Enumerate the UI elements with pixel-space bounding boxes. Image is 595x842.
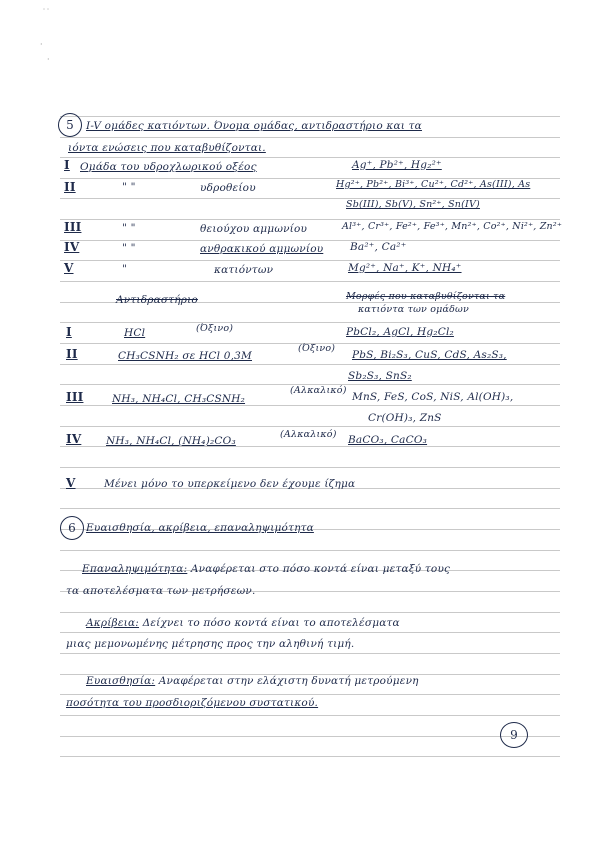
group-ions: Ag⁺, Pb²⁺, Hg₂²⁺	[352, 159, 442, 171]
reagent-roman: II	[66, 347, 78, 361]
ruled-line	[60, 550, 560, 551]
ruled-line	[60, 426, 560, 427]
ditto-mark: " "	[122, 242, 136, 254]
group-ions: Al³⁺, Cr³⁺, Fe²⁺, Fe³⁺, Mn²⁺, Co²⁺, Ni²⁺, Zn²⁺	[342, 221, 563, 232]
page-number: 9	[500, 722, 528, 748]
ruled-line	[60, 116, 560, 117]
ruled-line	[60, 612, 560, 613]
reagent-precipitates: PbCl₂, AgCl, Hg₂Cl₂	[346, 326, 454, 338]
reagent-roman: V	[66, 476, 76, 490]
reagent-precipitates: MnS, FeS, CoS, NiS, Al(OH)₃,	[352, 391, 514, 403]
sensitivity-line2: ποσότητα του προσδιοριζόμενου συστατικού.	[66, 697, 319, 709]
reagent-name: NH₃, NH₄Cl, (NH₄)₂CO₃	[106, 435, 236, 447]
accuracy-line2: μιας μεμονωμένης μέτρησης προς την αληθινή τιμή.	[66, 638, 355, 650]
ditto-mark: " "	[122, 222, 136, 234]
group-name: υδροθείου	[200, 182, 256, 194]
group-ions-cont: Sb(III), Sb(V), Sn²⁺, Sn(IV)	[346, 199, 480, 210]
repeatability-term: Επαναληψιμότητα:	[82, 563, 188, 575]
ruled-line	[60, 467, 560, 468]
reagent-name: NH₃, NH₄Cl, CH₃CSNH₂	[112, 393, 246, 405]
reagent-name: Μένει μόνο το υπερκείμενο δεν έχουμε ίζημα	[104, 478, 356, 490]
precip-header-line1: Μορφές που καταβυθίζονται τα	[346, 291, 506, 302]
group-roman: V	[64, 261, 74, 275]
ruled-line	[60, 715, 560, 716]
group-roman: III	[64, 220, 82, 234]
reagent-name: HCl	[124, 327, 146, 339]
accuracy-text: Δείχνει το πόσο κοντά είναι το αποτελέσματα	[142, 617, 400, 629]
group-name: Ομάδα του υδροχλωρικού οξέος	[80, 161, 257, 173]
question-5-number: 5	[58, 113, 82, 137]
reagent-medium: (Όξινο)	[298, 343, 336, 354]
ruled-line	[60, 632, 560, 633]
question-6-number: 6	[60, 516, 84, 540]
accuracy-line1	[86, 616, 400, 630]
q5-title-line1: I-V ομάδες κατιόντων. Όνομα ομάδας, αντιδραστήριο και τα	[86, 120, 422, 132]
q6-title: Ευαισθησία, ακρίβεια, επαναληψιμότητα	[86, 522, 314, 534]
reagent-roman: I	[66, 325, 72, 339]
repeatability-text: Αναφέρεται στο πόσο κοντά είναι μεταξύ τους	[190, 563, 451, 575]
repeatability-line1	[82, 562, 450, 576]
ruled-line	[60, 508, 560, 509]
reagent-roman: III	[66, 390, 84, 404]
group-ions: Hg²⁺, Pb²⁺, Bi³⁺, Cu²⁺, Cd²⁺, As(III), As	[336, 179, 531, 190]
ditto-mark: " "	[122, 181, 136, 193]
group-name: ανθρακικού αμμωνίου	[200, 243, 324, 255]
reagent-medium: (Αλκαλικό)	[280, 429, 337, 440]
reagent-precipitates: PbS, Bi₂S₃, CuS, CdS, As₂S₃,	[352, 349, 507, 361]
reagent-medium: (Αλκαλικό)	[290, 385, 347, 396]
accuracy-term: Ακρίβεια:	[86, 617, 140, 629]
ruled-line	[60, 198, 560, 199]
ruled-line	[60, 736, 560, 737]
reagent-header: Αντιδραστήριο	[116, 294, 198, 306]
group-name: κατιόντων	[214, 264, 274, 276]
sensitivity-line1	[86, 674, 419, 688]
group-roman: IV	[64, 240, 80, 254]
reagent-precipitates: BaCO₃, CaCO₃	[348, 434, 428, 446]
ruled-line	[60, 653, 560, 654]
ditto-mark: "	[122, 263, 128, 275]
scan-mark: ˙˙	[42, 8, 50, 17]
sensitivity-term: Ευαισθησία:	[86, 675, 156, 687]
repeatability-line2: τα αποτελέσματα των μετρήσεων.	[66, 585, 256, 597]
scan-mark: ·	[40, 40, 43, 49]
precip-header-line2: κατιόντα των ομάδων	[358, 304, 469, 315]
ruled-line	[60, 281, 560, 282]
reagent-name: CH₃CSNH₂ σε HCl 0,3M	[118, 350, 252, 362]
group-ions: Ba²⁺, Ca²⁺	[350, 241, 407, 253]
group-name: θειούχου αμμωνίου	[200, 223, 308, 235]
reagent-medium: (Όξινο)	[196, 323, 234, 334]
group-ions: Mg²⁺, Na⁺, K⁺, NH₄⁺	[348, 262, 462, 274]
ruled-line	[60, 260, 560, 261]
ruled-line	[60, 694, 560, 695]
reagent-roman: IV	[66, 432, 82, 446]
q5-title-line2: ιόντα ενώσεις που καταβυθίζονται.	[68, 142, 266, 154]
reagent-precipitates-cont: Sb₂S₃, SnS₂	[348, 370, 412, 382]
ruled-line	[60, 157, 560, 158]
ruled-line	[60, 322, 560, 323]
scan-mark: ·	[47, 55, 50, 64]
ruled-line	[60, 364, 560, 365]
reagent-precipitates-cont: Cr(OH)₃, ZnS	[368, 412, 442, 424]
sensitivity-text: Αναφέρεται στην ελάχιστη δυνατή μετρούμενη	[158, 675, 419, 687]
ruled-line	[60, 137, 560, 138]
ruled-line	[60, 756, 560, 757]
group-roman: II	[64, 180, 76, 194]
group-roman: I	[64, 158, 70, 172]
